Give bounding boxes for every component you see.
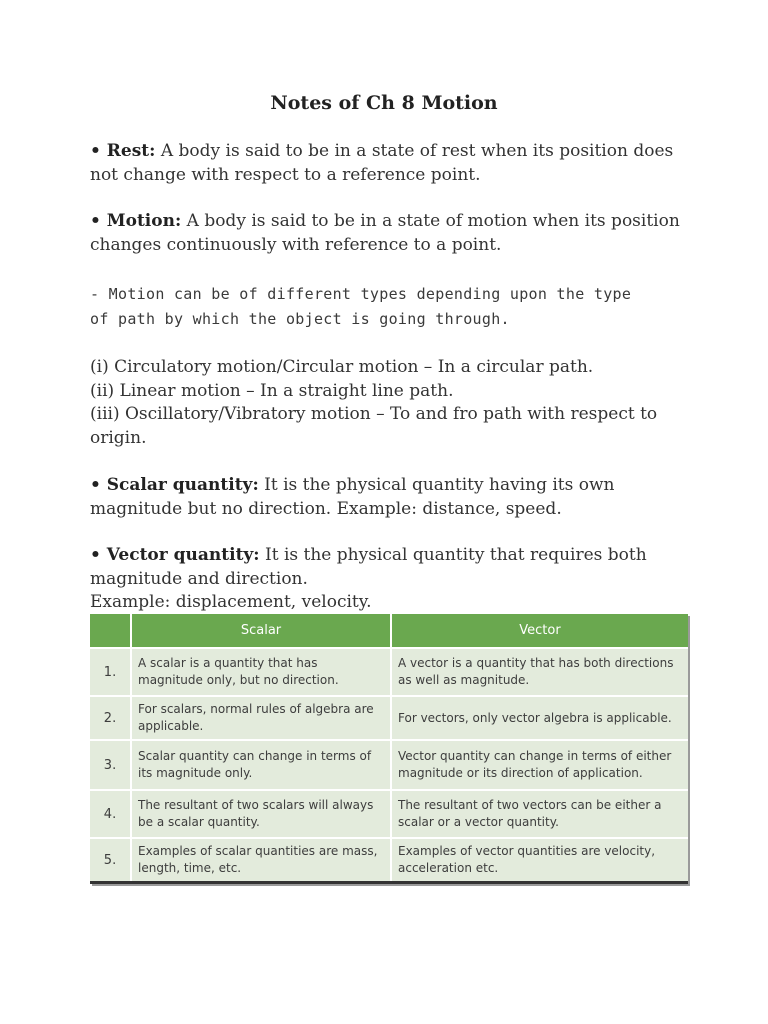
table-header-number bbox=[90, 614, 131, 648]
table-row bbox=[90, 740, 688, 790]
scalar-cell: The resultant of two scalars will always be a scalar quantity. bbox=[131, 790, 391, 838]
vector-term: • Vector quantity: bbox=[90, 545, 260, 565]
table-row bbox=[90, 790, 688, 838]
rest-term: • Rest: bbox=[90, 141, 156, 161]
page-title: Notes of Ch 8 Motion bbox=[270, 92, 498, 114]
vector-cell: The resultant of two vectors can be either a scalar or a vector quantity. bbox=[391, 790, 688, 838]
vector-text: It is the physical quantity that requires both magnitude and direction. bbox=[90, 545, 647, 589]
scalar-cell: A scalar is a quantity that has magnitude only, but no direction. bbox=[131, 648, 391, 696]
row-number: 4. bbox=[90, 790, 131, 838]
scalar-term: • Scalar quantity: bbox=[90, 475, 259, 495]
row-number: 1. bbox=[90, 648, 131, 696]
motion-type-oscillatory: (iii) Oscillatory/Vibratory motion – To and fro path with respect to origin. bbox=[90, 404, 658, 448]
rest-text: A body is said to be in a state of rest when its position does not change with respect to a reference point. bbox=[90, 141, 674, 185]
table-header-vector: Vector bbox=[391, 614, 688, 648]
vector-example: Example: displacement, velocity. bbox=[90, 592, 372, 612]
motion-types-list bbox=[90, 356, 690, 450]
scalar-cell: For scalars, normal rules of algebra are applicable. bbox=[131, 696, 391, 740]
table-row bbox=[90, 696, 688, 740]
vector-cell: A vector is a quantity that has both directions as well as magnitude. bbox=[391, 648, 688, 696]
motion-definition bbox=[90, 210, 690, 257]
motion-types-note-line-1: - Motion can be of different types depending upon the type bbox=[90, 285, 632, 303]
scalar-definition bbox=[90, 474, 690, 521]
row-number: 3. bbox=[90, 740, 131, 790]
row-number: 5. bbox=[90, 838, 131, 883]
scalar-vector-comparison-table bbox=[90, 614, 688, 884]
vector-cell: Examples of vector quantities are velocity, acceleration etc. bbox=[391, 838, 688, 883]
vector-cell: For vectors, only vector algebra is applicable. bbox=[391, 696, 688, 740]
motion-term: • Motion: bbox=[90, 211, 182, 231]
scalar-cell: Scalar quantity can change in terms of its magnitude only. bbox=[131, 740, 391, 790]
motion-types-note-line-2: of path by which the object is going through. bbox=[90, 310, 510, 328]
motion-types-note bbox=[90, 282, 690, 332]
table-row bbox=[90, 838, 688, 883]
scalar-text: It is the physical quantity having its own magnitude but no direction. Example: distance, speed. bbox=[90, 475, 615, 519]
scalar-cell: Examples of scalar quantities are mass, length, time, etc. bbox=[131, 838, 391, 883]
table-header-row bbox=[90, 614, 688, 648]
vector-definition bbox=[90, 544, 690, 615]
motion-text: A body is said to be in a state of motion when its position changes continuously with reference to a point. bbox=[90, 211, 680, 255]
vector-cell: Vector quantity can change in terms of either magnitude or its direction of application. bbox=[391, 740, 688, 790]
motion-type-circular: (i) Circulatory motion/Circular motion – In a circular path. bbox=[90, 357, 594, 377]
table-header-scalar: Scalar bbox=[131, 614, 391, 648]
motion-type-linear: (ii) Linear motion – In a straight line path. bbox=[90, 380, 454, 401]
rest-definition bbox=[90, 140, 690, 187]
row-number: 2. bbox=[90, 696, 131, 740]
table-row bbox=[90, 648, 688, 696]
